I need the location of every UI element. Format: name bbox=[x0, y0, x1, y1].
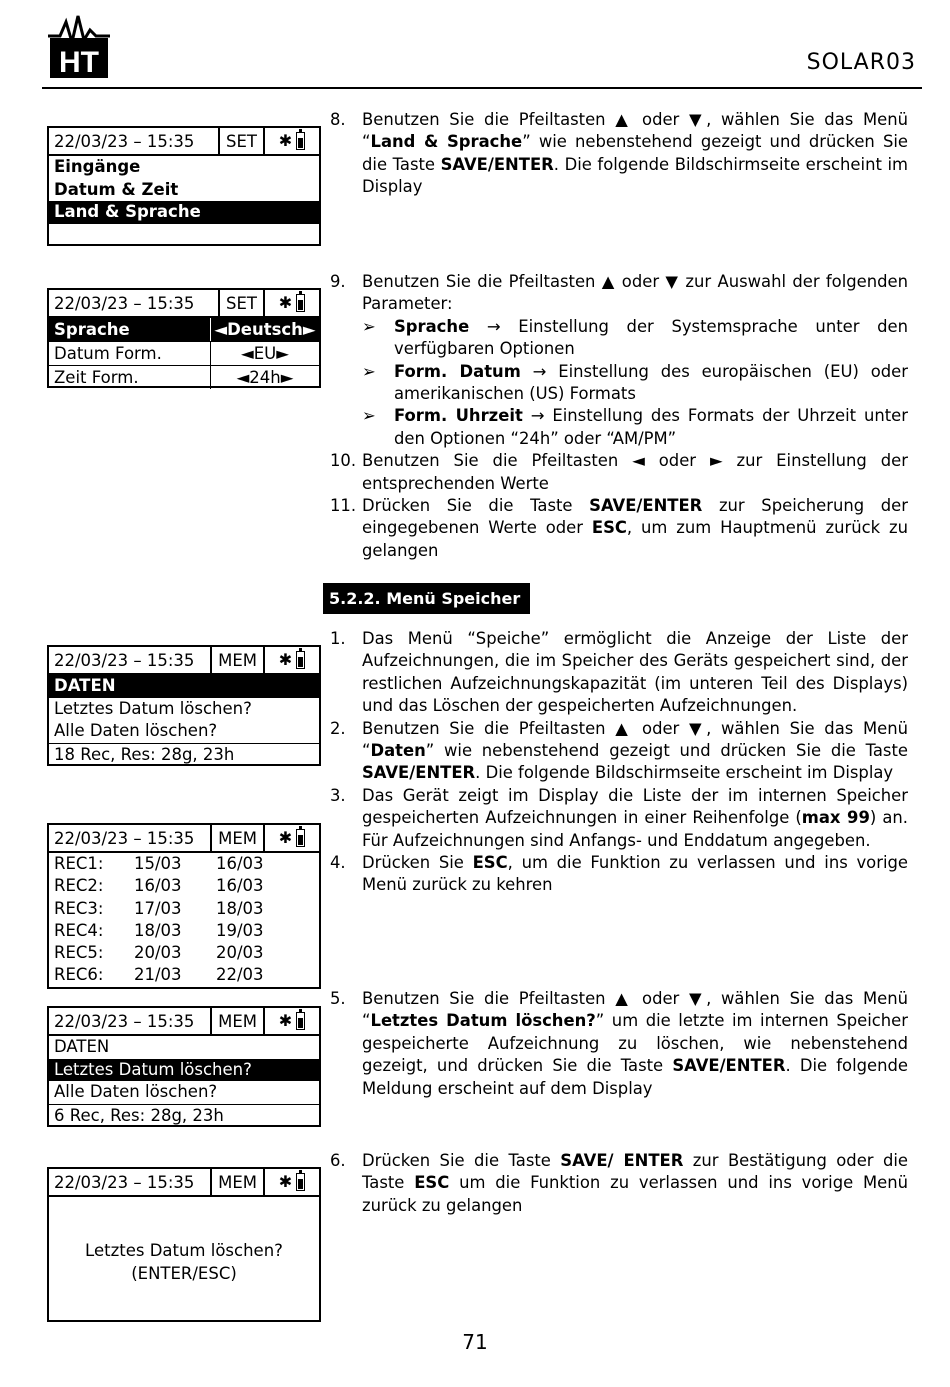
record-row: REC6: 21/03 22/03 bbox=[54, 965, 264, 985]
menu-item-data: DATEN bbox=[49, 675, 319, 698]
bluetooth-icon: ✱ bbox=[278, 828, 293, 847]
lcd-screen-settings-menu bbox=[47, 126, 321, 246]
step-8: 8. Benutzen Sie die Pfeiltasten ▲ oder ▼, wählen Sie das Menü “Land & Sprache” wie nebenstehend gezeigt und drücken Sie die Taste SAVE/ENTER. Die folgende Bildschirmseite erscheint im Display bbox=[330, 110, 909, 197]
lcd-datetime: 22/03/23 – 15:35 bbox=[54, 650, 195, 670]
lcd-mode: SET bbox=[218, 128, 263, 154]
memory-step-3: 3. Das Gerät zeigt im Display die Liste der im internen Speicher gespeicherten Aufzeichnungen in einer Reihenfolge (max 99) an. Für Aufzeichnungen sind Anfangs- und Enddatum angegeben. bbox=[330, 785, 908, 850]
bluetooth-icon: ✱ bbox=[278, 650, 293, 669]
lcd-screen-memory-menu bbox=[47, 645, 321, 766]
param-value: ◄24h► bbox=[236, 368, 294, 387]
menu-item-delete-all: Alle Daten löschen? bbox=[49, 720, 319, 744]
lcd-header bbox=[49, 1008, 319, 1036]
memory-step-1: 1. Das Menü “Speiche” ermöglicht die Anzeige der Liste der Aufzeichnungen, die im Speicher des Geräts gespeichert sind, der restlichen Aufzeichnungskapazität (im unteren Teil des Displays) und das Löschen der gespeicherten Aufzeichnungen. bbox=[330, 629, 908, 716]
record-row: REC1: 15/03 16/03 bbox=[54, 854, 264, 873]
bluetooth-icon: ✱ bbox=[278, 1172, 293, 1191]
step-9: 9. Benutzen Sie die Pfeiltasten ▲ oder ▼ zur Auswahl der folgenden Parameter: bbox=[330, 272, 908, 314]
menu-item-date-time: Datum & Zeit bbox=[54, 179, 179, 199]
menu-item-delete-last: Letztes Datum löschen? bbox=[54, 698, 252, 718]
lcd-datetime: 22/03/23 – 15:35 bbox=[54, 1011, 195, 1031]
lcd-mode: MEM bbox=[210, 825, 263, 851]
param-label: Sprache bbox=[49, 318, 211, 341]
param-value: ◄EU► bbox=[241, 344, 289, 363]
param-value: ◄Deutsch► bbox=[214, 320, 316, 339]
param-label: Datum Form. bbox=[49, 342, 211, 365]
menu-item-delete-all: Alle Daten löschen? bbox=[49, 1081, 319, 1105]
lcd-mode: MEM bbox=[210, 647, 263, 673]
lcd-header bbox=[49, 647, 319, 675]
param-label: Zeit Form. bbox=[49, 366, 211, 389]
lcd-header bbox=[49, 825, 319, 853]
lcd-header bbox=[49, 1169, 319, 1197]
confirm-message: Letztes Datum löschen? (ENTER/ESC) bbox=[85, 1241, 283, 1283]
battery-icon bbox=[296, 294, 305, 312]
step-10: 10. Benutzen Sie die Pfeiltasten ◄ oder ► zur Einstellung der entsprechenden Werte bbox=[330, 451, 908, 493]
header-divider bbox=[42, 87, 922, 89]
memory-step-4: 4. Drücken Sie ESC, um die Funktion zu verlassen und ins vorige Menü zurück zu kehren bbox=[330, 853, 908, 895]
menu-item-delete-last: Letztes Datum löschen? bbox=[49, 1059, 319, 1082]
bullet-language: ➢ Sprache → Einstellung der Systemsprache unter den verfügbaren Optionen bbox=[362, 316, 908, 359]
menu-item-data: DATEN bbox=[54, 1037, 110, 1056]
memory-steps-1-4 bbox=[330, 628, 908, 897]
battery-icon bbox=[296, 829, 305, 847]
battery-icon bbox=[296, 1012, 305, 1030]
param-row-date-format bbox=[49, 342, 319, 366]
memory-step-5: 5. Benutzen Sie die Pfeiltasten ▲ oder ▼, wählen Sie das Menü “Letztes Datum löschen?” um die letzte im internen Speicher gespeicherte Aufzeichnung zu löschen, wie nebenstehend gezeigt, und drücken Sie die Taste SAVE/ENTER. Die folgende Meldung erscheint auf dem Display bbox=[330, 989, 909, 1098]
record-row: REC2: 16/03 16/03 bbox=[54, 876, 264, 896]
lcd-screen-language-settings bbox=[47, 288, 321, 388]
bluetooth-icon: ✱ bbox=[278, 131, 293, 150]
lcd-datetime: 22/03/23 – 15:35 bbox=[54, 828, 195, 848]
lcd-header bbox=[49, 290, 319, 318]
memory-step-6: 6. Drücken Sie die Taste SAVE/ ENTER zur Bestätigung oder die Taste ESC um die Funktion zu verlassen und ins vorige Menü zurück zu gelangen bbox=[330, 1151, 908, 1215]
step-11: 11. Drücken Sie die Taste SAVE/ENTER zur Speicherung der eingegebenen Werte oder ESC, um zum Hauptmenü zurück zu gelangen bbox=[330, 496, 909, 560]
record-row: REC4: 18/03 19/03 bbox=[54, 920, 264, 940]
svg-text:HT: HT bbox=[59, 46, 99, 79]
lcd-datetime: 22/03/23 – 15:35 bbox=[54, 1172, 195, 1192]
lcd-screen-record-list bbox=[47, 823, 321, 989]
battery-icon bbox=[296, 651, 305, 669]
bullet-time-format: ➢ Form. Uhrzeit → Einstellung des Formats der Uhrzeit unter den Optionen “24h” oder “AM/PM” bbox=[362, 406, 908, 448]
battery-icon bbox=[296, 1173, 305, 1191]
lcd-screen-delete-last-select bbox=[47, 1006, 321, 1127]
bluetooth-icon: ✱ bbox=[278, 293, 293, 312]
steps-9-11 bbox=[330, 271, 908, 562]
memory-status: 18 Rec, Res: 28g, 23h bbox=[54, 744, 235, 764]
lcd-datetime: 22/03/23 – 15:35 bbox=[54, 131, 195, 151]
param-row-language bbox=[49, 318, 319, 342]
lcd-mode: SET bbox=[218, 290, 263, 316]
lcd-datetime: 22/03/23 – 15:35 bbox=[54, 293, 195, 313]
record-row: REC5: 20/03 20/03 bbox=[54, 943, 264, 963]
lcd-header bbox=[49, 128, 319, 156]
bullet-date-format: ➢ Form. Datum → Einstellung des europäischen (EU) oder amerikanischen (US) Formats bbox=[362, 361, 908, 404]
memory-status: 6 Rec, Res: 28g, 23h bbox=[54, 1105, 224, 1125]
model-name: SOLAR03 bbox=[806, 50, 916, 75]
ht-logo bbox=[48, 12, 112, 80]
menu-item-inputs: Eingänge bbox=[54, 157, 141, 176]
lcd-mode: MEM bbox=[210, 1008, 263, 1034]
param-row-time-format bbox=[49, 366, 319, 389]
page-number: 71 bbox=[462, 1330, 488, 1354]
lcd-mode: MEM bbox=[210, 1169, 263, 1195]
memory-step-2: 2. Benutzen Sie die Pfeiltasten ▲ oder ▼, wählen Sie das Menü “Daten” wie nebenstehend gezeigt und drücken Sie die Taste SAVE/ENTER. Die folgende Bildschirmseite erscheint im Display bbox=[330, 718, 908, 783]
battery-icon bbox=[296, 132, 305, 150]
lcd-screen-delete-confirm bbox=[47, 1167, 321, 1322]
bluetooth-icon: ✱ bbox=[278, 1011, 293, 1030]
menu-item-country-language: Land & Sprache bbox=[49, 201, 319, 224]
record-row: REC3: 17/03 18/03 bbox=[54, 898, 264, 918]
section-heading: 5.2.2. Menü Speicher bbox=[323, 583, 530, 614]
